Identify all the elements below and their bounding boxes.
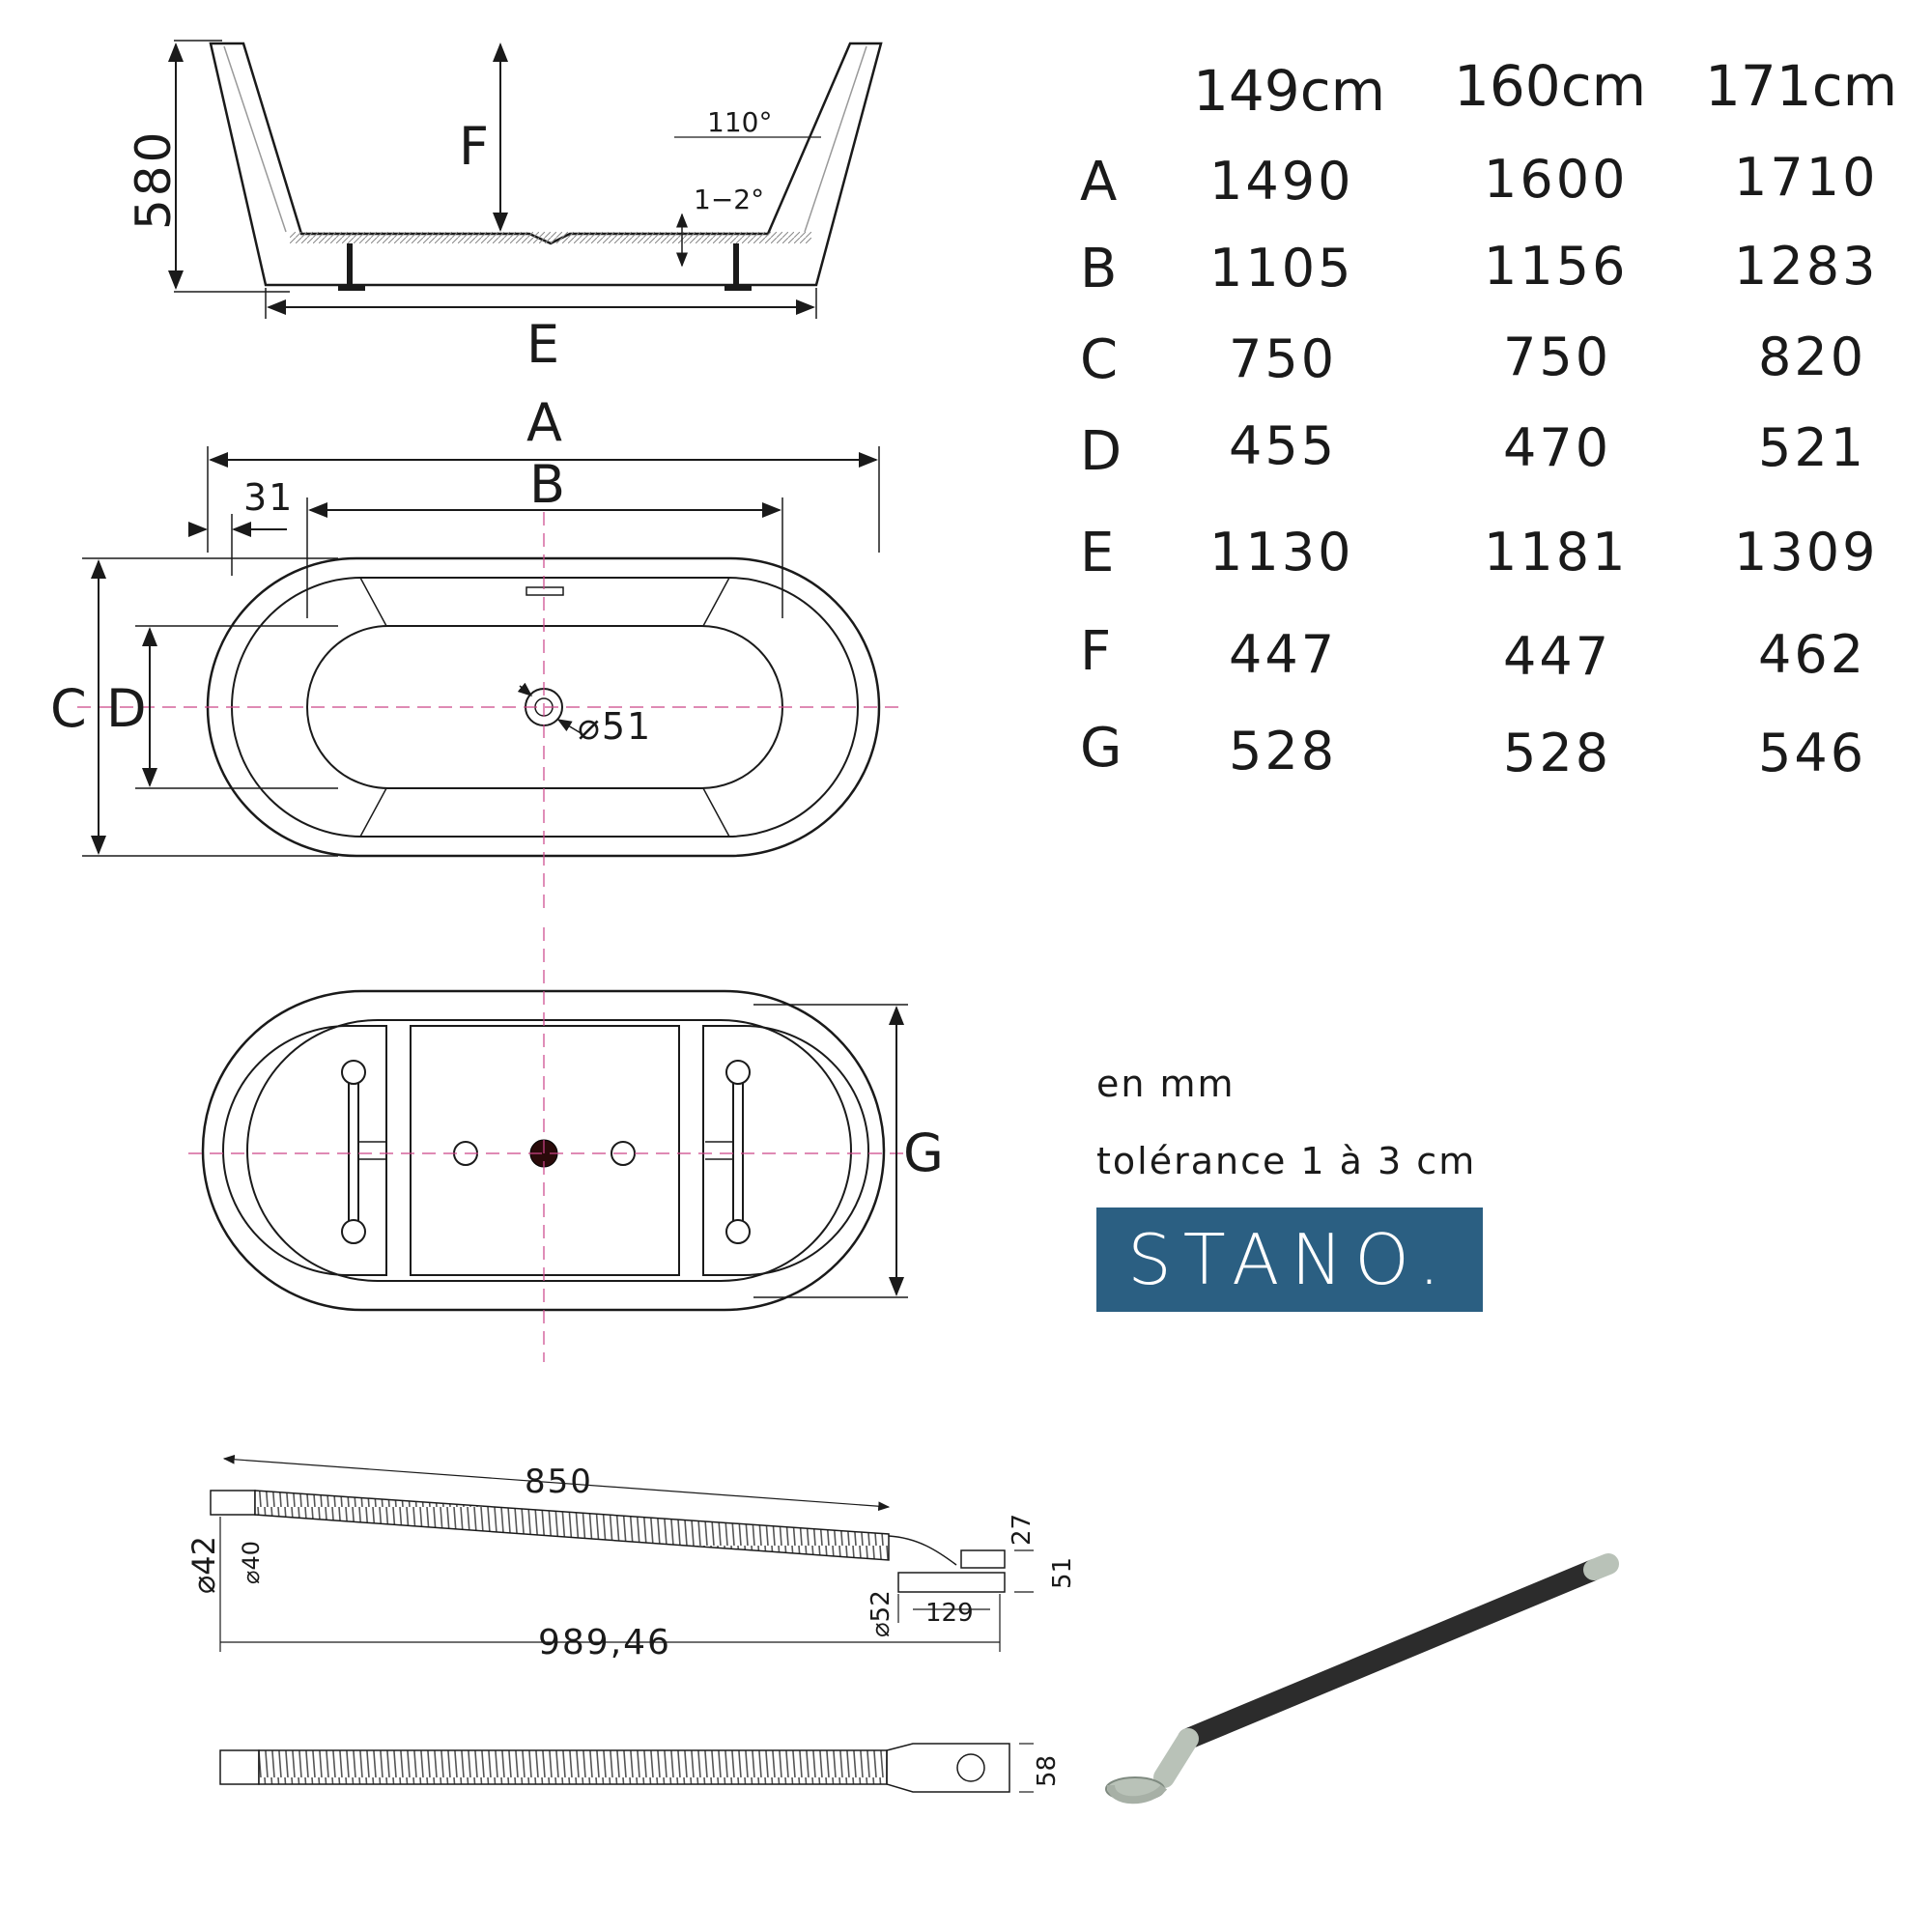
drain-52-label: ⌀52 xyxy=(867,1590,895,1637)
cell-d-160: 470 xyxy=(1503,417,1612,478)
hose-total-length-label: 989,46 xyxy=(538,1623,671,1662)
header-149cm: 149cm xyxy=(1193,58,1386,124)
logo-text: STANO. xyxy=(1127,1219,1452,1300)
header-160cm: 160cm xyxy=(1454,53,1647,119)
cell-f-149: 447 xyxy=(1229,624,1338,685)
bottom-label-g: G xyxy=(903,1122,944,1183)
row-label-f: F xyxy=(1080,620,1112,683)
cell-f-160: 447 xyxy=(1503,626,1612,687)
row-label-e: E xyxy=(1080,522,1115,584)
offset-31-label: 31 xyxy=(243,476,295,519)
top-label-a: A xyxy=(526,392,562,453)
cell-e-149: 1130 xyxy=(1209,522,1354,582)
trap-length-129-label: 129 xyxy=(925,1599,974,1628)
cell-g-171: 546 xyxy=(1758,723,1867,783)
cell-g-160: 528 xyxy=(1503,723,1612,783)
side-label-e: E xyxy=(526,314,560,375)
cell-a-171: 1710 xyxy=(1734,147,1879,208)
top-label-c: C xyxy=(50,678,87,739)
cell-e-160: 1181 xyxy=(1484,522,1629,582)
cell-e-171: 1309 xyxy=(1734,522,1879,582)
trap-height-51-label: 51 xyxy=(1048,1556,1077,1589)
cell-a-160: 1600 xyxy=(1484,149,1629,210)
cell-c-149: 750 xyxy=(1229,328,1338,389)
hose-3d-render xyxy=(1106,1564,1608,1801)
top-label-b: B xyxy=(529,454,566,515)
tolerance-note: tolérance 1 à 3 cm xyxy=(1096,1140,1477,1182)
stano-logo xyxy=(1096,1208,1483,1312)
row-label-c: C xyxy=(1080,328,1119,391)
row-label-g: G xyxy=(1080,717,1122,780)
angle-1-2-label: 1−2° xyxy=(694,184,765,215)
header-171cm: 171cm xyxy=(1705,53,1898,119)
unit-note: en mm xyxy=(1096,1063,1236,1105)
cell-c-171: 820 xyxy=(1758,327,1867,387)
angle-110-label: 110° xyxy=(707,106,773,138)
hose-width-58-label: 58 xyxy=(1033,1754,1062,1787)
cell-d-171: 521 xyxy=(1758,417,1867,478)
cell-c-160: 750 xyxy=(1503,327,1612,387)
row-label-d: D xyxy=(1080,420,1122,483)
trap-height-27-label: 27 xyxy=(1008,1513,1037,1546)
side-view xyxy=(174,41,881,319)
height-580-label: 580 xyxy=(126,128,182,230)
hose-top-drawing xyxy=(220,1744,1034,1792)
cell-b-160: 1156 xyxy=(1484,236,1629,297)
cell-g-149: 528 xyxy=(1229,721,1338,781)
cell-b-171: 1283 xyxy=(1734,236,1879,297)
bottom-view xyxy=(188,927,908,1362)
notes xyxy=(1096,1063,1476,1217)
hose-inner-diameter-label: ⌀40 xyxy=(238,1541,265,1584)
side-label-f: F xyxy=(459,116,490,177)
row-label-b: B xyxy=(1080,238,1118,300)
cell-b-149: 1105 xyxy=(1209,238,1354,298)
cell-a-149: 1490 xyxy=(1209,151,1354,212)
drain-diameter-label: ⌀51 xyxy=(578,705,653,748)
hose-outer-diameter-label: ⌀42 xyxy=(185,1536,222,1594)
row-label-a: A xyxy=(1080,151,1118,213)
top-label-d: D xyxy=(106,678,147,739)
hose-length-850-label: 850 xyxy=(525,1463,593,1501)
cell-f-171: 462 xyxy=(1758,624,1867,685)
top-view xyxy=(77,446,903,908)
cell-d-149: 455 xyxy=(1229,415,1338,476)
